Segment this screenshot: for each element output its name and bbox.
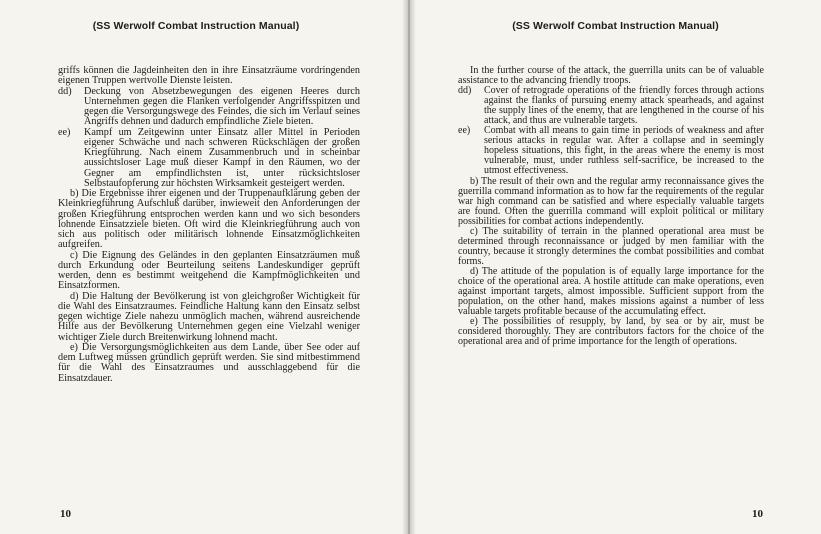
page-header: (SS Werwolf Combat Instruction Manual)	[92, 20, 300, 32]
paragraph: e) The possibilities of resupply, by land, by sea or by air, must be considered thoroughly. They are contributors factors for the choice of the operational area and of prime importance for the length of operations.	[458, 316, 764, 348]
paragraph: c) The suitability of terrain in the planned operational area must be determined through reconnaissance or judged by men familiar with the country, because it strongly determines the combat possibilities and combat forms.	[458, 225, 764, 267]
list-item	[58, 87, 360, 128]
list-item-text: Combat with all means to gain time in periods of weakness and after serious attacks in regular war. After a collapse and in seemingly hopeless situations, this fight, in the areas where the enemy is most vulnerable, must, under ruthless self-sacrifice, be increased to the utmost effectiveness.	[484, 125, 764, 177]
page-header: (SS Werwolf Combat Instruction Manual)	[512, 20, 719, 32]
page-number: 10	[752, 508, 763, 520]
paragraph: griffs können die Jagdeinheiten den in ihre Einsatzräume vordringenden eigenen Truppen wertvolle Dienste leisten.	[58, 65, 360, 87]
list-marker: dd)	[458, 85, 472, 97]
page-body	[58, 66, 360, 384]
list-marker: dd)	[58, 85, 72, 97]
paragraph: e) Die Versorgungsmöglichkeiten aus dem Lande, über See oder auf dem Luftweg müssen gründlich geprüft werden. Sie sind mitbestimmend für die Wahl des Einsatzraumes und ausschlaggebend für die Einsatzdauer.	[58, 341, 360, 384]
list-marker: ee)	[58, 126, 71, 138]
book-gutter	[402, 0, 416, 534]
paragraph: b) The result of their own and the regular army reconnaissance gives the guerrilla command information as to how far the requirements of the regular war high command can be satisfied and where especially valuable targets are found. Often the guerrilla command will exploit political or military possibilities for combat actions independently.	[458, 175, 764, 227]
list-item-text: Cover of retrograde operations of the friendly forces through actions against the flanks of pursuing enemy attack spearheads, and against the supply lines of the enemy, that are lengthened in the course of his attack, and thus are vulnerable targets.	[484, 85, 764, 127]
list-item	[458, 86, 764, 126]
left-page	[0, 0, 408, 534]
paragraph: c) Die Eignung des Geländes in den geplanten Einsatzräumen muß durch Erkundung oder Beurteilung seitens Landeskundiger geprüft werden, denn es bestimmt weitgehend die Kampfmöglichkeiten und Einsatzformen.	[58, 249, 360, 292]
paragraph: d) Die Haltung der Bevölkerung ist von gleichgroßer Wichtigkeit für die Wahl des Einsatzraumes. Feindliche Haltung kann den Einsatz selbst gegen wichtige Ziele nahezu unmöglich machen, während ausreichende Hilfe aus der Bevölkerung Unternehmen gegen eine Vielzahl weniger wichtiger Ziele durch Breitenwirkung lohnend macht.	[58, 290, 360, 343]
right-page	[410, 0, 821, 534]
page-body	[458, 66, 764, 347]
list-item-text: Deckung von Absetzbewegungen des eigenen Heeres durch Unternehmen gegen die Flanken verfolgender Angriffsspitzen und gegen die Versorgungswege des Feindes, die sich im Verlauf seines Angriffs dehnen und dadurch empfindliche Ziele bieten.	[84, 85, 360, 128]
paragraph: In the further course of the attack, the guerrilla units can be of valuable assistance to the advancing friendly troops.	[458, 65, 764, 87]
list-item	[58, 128, 360, 190]
paragraph: b) Die Ergebnisse ihrer eigenen und der Truppenaufklärung geben der Kleinkriegführung Aufschluß darüber, inwieweit den Anforderungen der großen Kriegführung entsprochen werden kann und wo sich besonders lohnende Einsatzziele bieten. Oft wird die Kleinkriegführung auch von sich aus politisch oder militärisch lohnende Einsatzmöglichkeiten aufgreifen.	[58, 188, 360, 251]
paragraph: d) The attitude of the population is of equally large importance for the choice of the operational area. A hostile attitude can make operations, even against important targets, almost impossible. Sufficient support from the population, on the other hand, makes missions against a number of less valuable targets profitable because of the accumulating effect.	[458, 265, 764, 318]
list-item-text: Kampf um Zeitgewinn unter Einsatz aller Mittel in Perioden eigener Schwäche und nach schweren Rückschlägen der großen Kriegführung. Nach einem Zusammenbruch und in scheinbar aussichtsloser Lage muß dieser Kampf in den Räumen, wo der Gegner am empfindlichsten ist, unter rücksichtsloser Selbstaufopferung zur höchsten Wirksamkeit gesteigert werden.	[84, 126, 360, 189]
list-marker: ee)	[458, 125, 471, 137]
list-item	[458, 126, 764, 176]
page-number: 10	[60, 508, 71, 520]
